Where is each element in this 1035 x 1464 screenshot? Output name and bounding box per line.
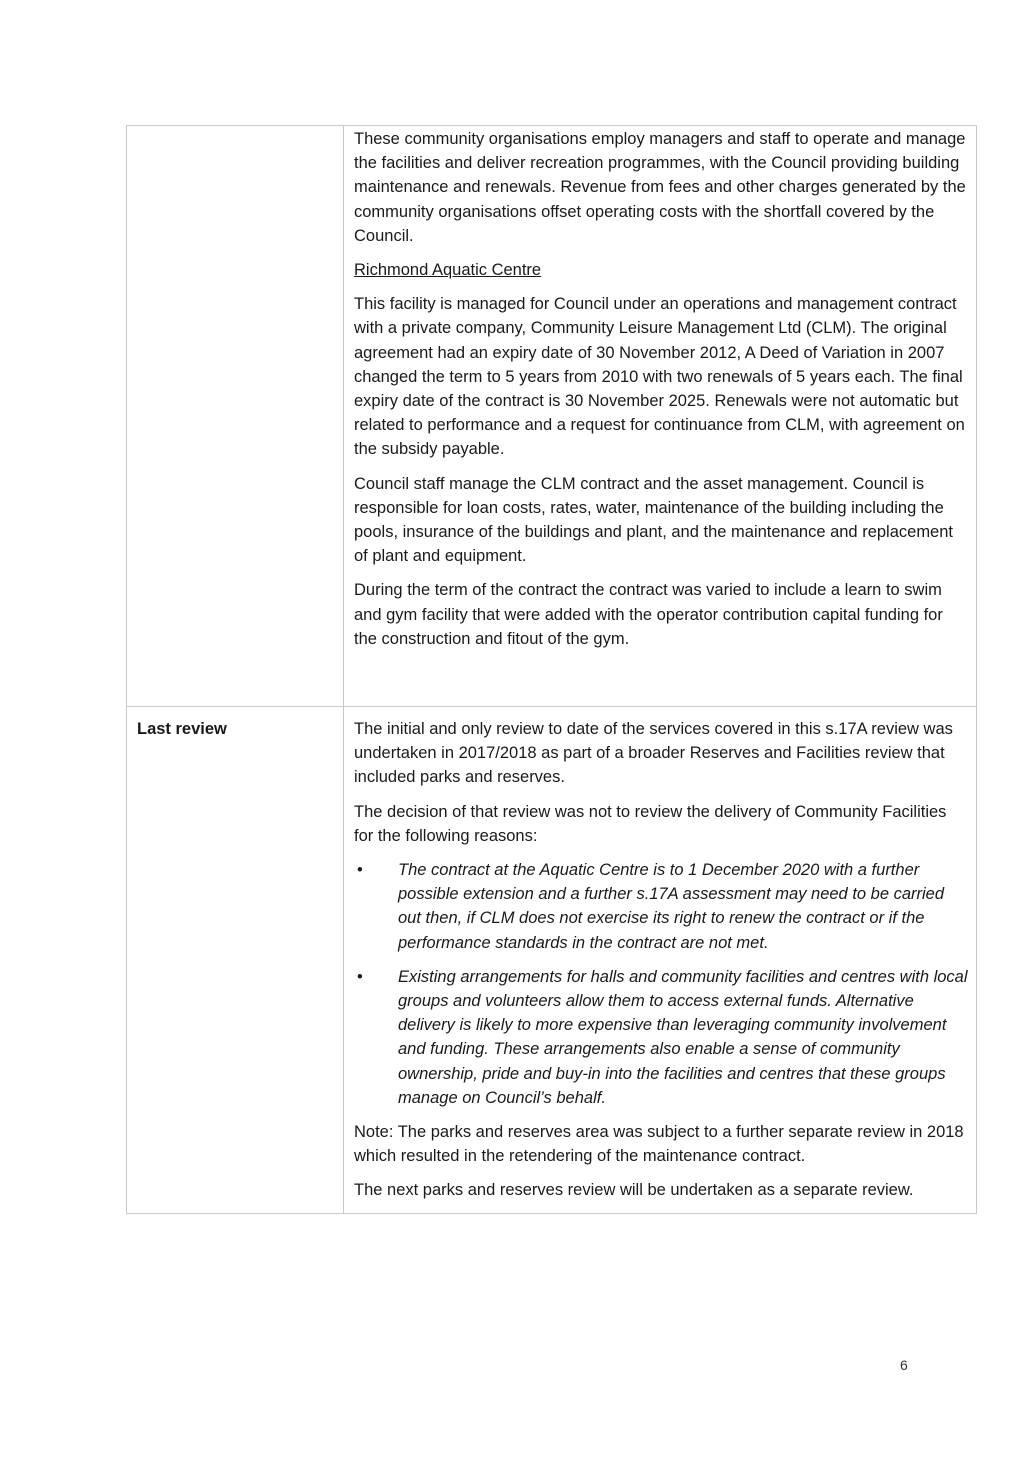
review-decision-paragraph: The decision of that review was not to review the delivery of Community Facilities for the following reasons: [354, 802, 947, 845]
list-item [354, 858, 968, 955]
bullet-icon: • [357, 861, 363, 880]
community-organisations-paragraph: These community organisations employ managers and staff to operate and manage the facilities and deliver recreation programmes, with the Council providing building maintenance and renewals. Revenue from fees and other charges generated by the community organisations offset operating costs with the shortfall covered by the Council. [354, 130, 966, 245]
list-item [354, 965, 968, 1110]
council-responsibility-paragraph: Council staff manage the CLM contract and the asset management. Council is responsible for loan costs, rates, water, maintenance of the building including the pools, insurance of the buildings and plant, and the maintenance and replacement of plant and equipment. [354, 474, 953, 566]
list-item-text: The contract at the Aquatic Centre is to 1 December 2020 with a further possible extension and a further s.17A assessment may need to be carried out then, if CLM does not exercise its right to renew the contract or if the performance standards in the contract are not met. [398, 861, 945, 952]
row-content [344, 126, 977, 707]
content-table [126, 125, 977, 1214]
reasons-list [354, 858, 968, 1110]
table-row [127, 126, 977, 707]
row-label [127, 126, 344, 707]
next-review-paragraph: The next parks and reserves review will be undertaken as a separate review. [354, 1181, 914, 1200]
page-number: 6 [900, 1357, 908, 1373]
list-item-text: Existing arrangements for halls and community facilities and centres with local groups and volunteers allow them to access external funds. Alternative delivery is likely to more expensive than leveraging community involvement and funding. These arrangements also enable a sense of community ownership, pride and buy-in into the facilities and centres that these groups manage on Council’s behalf. [398, 967, 968, 1107]
row-content [344, 707, 977, 1214]
facility-management-paragraph: This facility is managed for Council under an operations and management contract with a private company, Community Leisure Management Ltd (CLM). The original agreement had an expiry date of 30 November 2012, A Deed of Variation in 2007 changed the term to 5 years from 2010 with two renewals of 5 years each. The final expiry date of the contract is 30 November 2025. Renewals were not automatic but related to performance and a request for continuance from CLM, with agreement on the subsidy payable. [354, 295, 965, 459]
note-paragraph: Note: The parks and reserves area was subject to a further separate review in 2018 which resulted in the retendering of the maintenance contract. [354, 1123, 964, 1166]
table-row [127, 707, 977, 1214]
row-label: Last review [127, 707, 344, 1214]
contract-variation-paragraph: During the term of the contract the contract was varied to include a learn to swim and gym facility that were added with the operator contribution capital funding for the construction and fitout of the gym. [354, 581, 943, 648]
bullet-icon: • [357, 967, 363, 986]
section-heading: Richmond Aquatic Centre [354, 261, 542, 280]
initial-review-paragraph: The initial and only review to date of the services covered in this s.17A review was undertaken in 2017/2018 as part of a broader Reserves and Facilities review that included parks and reserves. [354, 720, 953, 787]
